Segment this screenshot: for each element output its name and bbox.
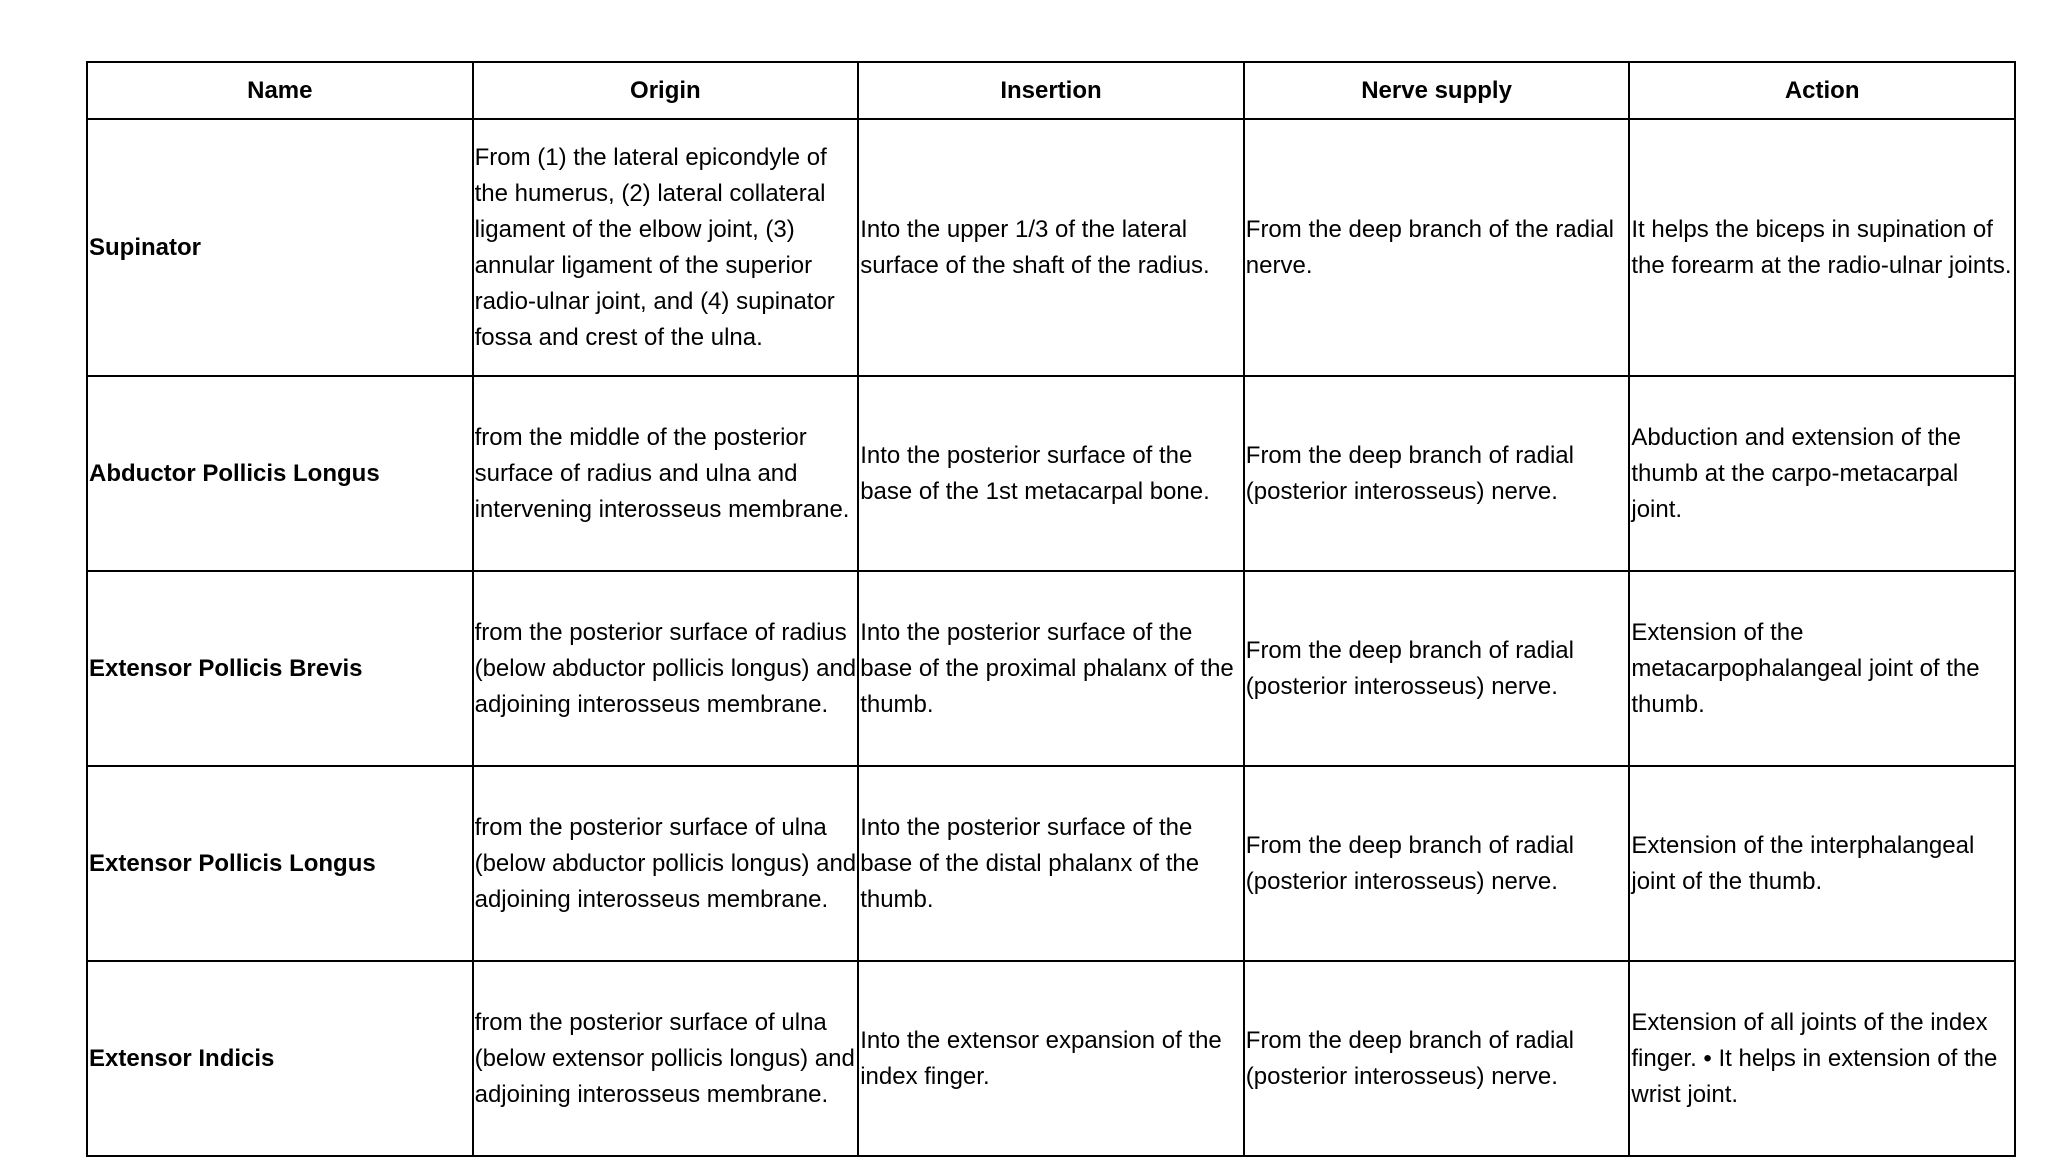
action-cell: Extension of all joints of the index finger. • It helps in extension of the wrist joint. — [1629, 961, 2015, 1156]
header-row — [87, 62, 2015, 119]
insertion-cell: Into the extensor expansion of the index finger. — [858, 961, 1244, 1156]
nerve-supply-cell: From the deep branch of the radial nerve. — [1244, 119, 1630, 376]
insertion-cell: Into the upper 1/3 of the lateral surface of the shaft of the radius. — [858, 119, 1244, 376]
table-row — [87, 961, 2015, 1156]
origin-cell: from the posterior surface of radius (below abductor pollicis longus) and adjoining interosseus membrane. — [473, 571, 859, 766]
header-nerve-supply: Nerve supply — [1244, 62, 1630, 119]
table-row — [87, 119, 2015, 376]
muscle-name-cell: Extensor Pollicis Brevis — [87, 571, 473, 766]
header-name: Name — [87, 62, 473, 119]
muscle-table — [86, 61, 2016, 1157]
action-cell: Extension of the interphalangeal joint of the thumb. — [1629, 766, 2015, 961]
origin-cell: from the posterior surface of ulna (below abductor pollicis longus) and adjoining interosseus membrane. — [473, 766, 859, 961]
nerve-supply-cell: From the deep branch of radial (posterior interosseus) nerve. — [1244, 961, 1630, 1156]
action-cell: It helps the biceps in supination of the forearm at the radio-ulnar joints. — [1629, 119, 2015, 376]
table-row — [87, 376, 2015, 571]
header-insertion: Insertion — [858, 62, 1244, 119]
origin-cell: From (1) the lateral epicondyle of the humerus, (2) lateral collateral ligament of the elbow joint, (3) annular ligament of the superior radio-ulnar joint, and (4) supinator fossa and crest of the ulna. — [473, 119, 859, 376]
header-origin: Origin — [473, 62, 859, 119]
muscle-name-cell: Extensor Pollicis Longus — [87, 766, 473, 961]
muscle-name-cell: Abductor Pollicis Longus — [87, 376, 473, 571]
action-cell: Extension of the metacarpophalangeal joint of the thumb. — [1629, 571, 2015, 766]
nerve-supply-cell: From the deep branch of radial (posterior interosseus) nerve. — [1244, 376, 1630, 571]
insertion-cell: Into the posterior surface of the base of the distal phalanx of the thumb. — [858, 766, 1244, 961]
muscle-table-container — [86, 61, 2014, 1157]
muscle-name-cell: Supinator — [87, 119, 473, 376]
nerve-supply-cell: From the deep branch of radial (posterior interosseus) nerve. — [1244, 766, 1630, 961]
table-header — [87, 62, 2015, 119]
muscle-name-cell: Extensor Indicis — [87, 961, 473, 1156]
origin-cell: from the middle of the posterior surface of radius and ulna and intervening interosseus membrane. — [473, 376, 859, 571]
insertion-cell: Into the posterior surface of the base of the 1st metacarpal bone. — [858, 376, 1244, 571]
table-body — [87, 119, 2015, 1156]
action-cell: Abduction and extension of the thumb at the carpo-metacarpal joint. — [1629, 376, 2015, 571]
origin-cell: from the posterior surface of ulna (below extensor pollicis longus) and adjoining interosseus membrane. — [473, 961, 859, 1156]
insertion-cell: Into the posterior surface of the base of the proximal phalanx of the thumb. — [858, 571, 1244, 766]
header-action: Action — [1629, 62, 2015, 119]
table-row — [87, 571, 2015, 766]
table-row — [87, 766, 2015, 961]
nerve-supply-cell: From the deep branch of radial (posterior interosseus) nerve. — [1244, 571, 1630, 766]
